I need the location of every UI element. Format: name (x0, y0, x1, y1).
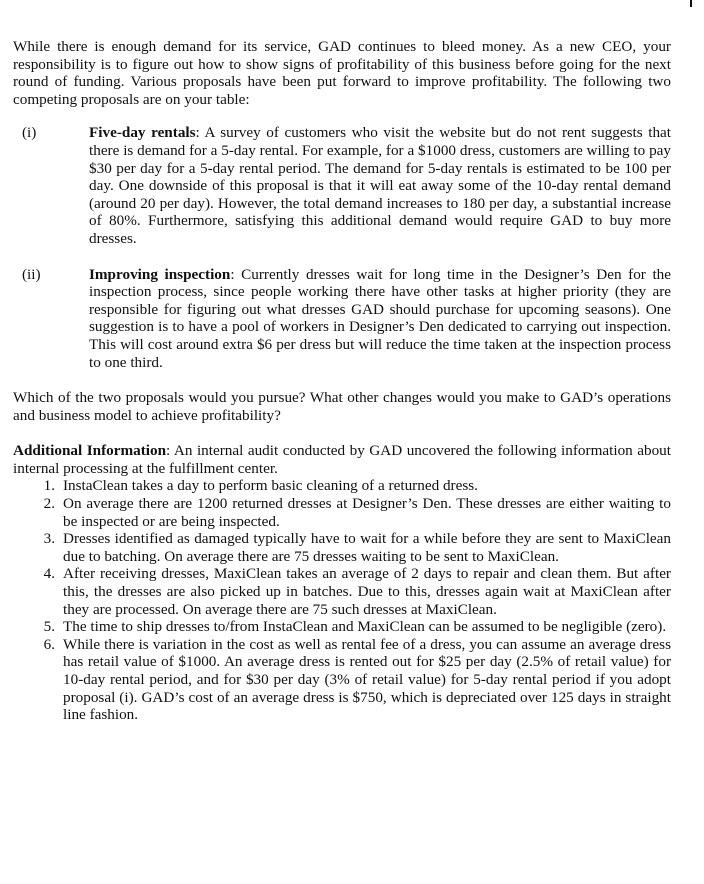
proposal-text: : Currently dresses wait for long time in the Designer’s Den for the inspection process, since people working there have other tasks at higher priority (they are responsible for figuring out what dresses GAD should purchase for upcoming seasons). One suggestion is to have a pool of workers in Designer’s Den dedicated to carrying out inspection. This will cost around extra $6 per dress but will reduce the time taken at the inspection process to one third. (89, 265, 672, 371)
proposal-improving-inspection (13, 266, 671, 372)
list-item-text: Dresses identified as damaged typically have to wait for a while before they are sent to MaxiClean due to batching. On average there are 75 dresses waiting to be sent to MaxiClean. (63, 530, 671, 565)
proposal-number: (i) (22, 124, 37, 142)
list-item (13, 530, 671, 565)
list-item-number: 1. (43, 477, 55, 495)
list-item-text: After receiving dresses, MaxiClean takes an average of 2 days to repair and clean them. But after this, the dresses are also picked up in batches. Due to this, dresses again wait at MaxiClean after they are processed. On average there are 75 such dresses at MaxiClean. (63, 565, 671, 618)
proposal-title: Five-day rentals (89, 124, 196, 142)
list-item-number: 6. (43, 635, 55, 653)
list-item-text: InstaClean takes a day to perform basic cleaning of a returned dress. (63, 477, 478, 495)
list-item-text: The time to ship dresses to/from InstaClean and MaxiClean can be assumed to be negligible (zero). (63, 618, 667, 636)
list-item (13, 618, 671, 636)
proposal-five-day-rentals (13, 124, 671, 247)
list-item-number: 3. (43, 530, 55, 548)
intro-paragraph: While there is enough demand for its service, GAD continues to bleed money. As a new CEO, your responsibility is to figure out how to show signs of profitability of this business before going for the next round of funding. Various proposals have been put forward to improve profitability. The following two competing proposals are on your table: (13, 38, 671, 108)
additional-info-paragraph (13, 442, 671, 477)
proposal-text: : A survey of customers who visit the website but do not rent suggests that there is demand for a 5-day rental. For example, for a $1000 dress, customers are willing to pay $30 per day for a 5-day rental period. The demand for 5-day rentals is estimated to be 100 per day. One downside of this proposal is that it will eat away some of the 10-day rental demand (around 20 per day). However, the total demand increases to 180 per day, a substantial increase of 80%. Furthermore, satisfying this additional demand would require GAD to buy more dresses. (89, 124, 671, 247)
proposal-body (89, 124, 671, 247)
proposal-body (89, 266, 671, 372)
list-item-number: 5. (43, 618, 55, 636)
list-item (13, 495, 671, 530)
additional-info-heading: Additional Information (13, 442, 167, 460)
list-item-text: On average there are 1200 returned dresses at Designer’s Den. These dresses are either waiting to be inspected or are being inspected. (63, 495, 671, 530)
question-paragraph: Which of the two proposals would you pursue? What other changes would you make to GAD’s operations and business model to achieve profitability? (13, 389, 671, 424)
list-item (13, 565, 671, 618)
additional-info-lead: : An internal audit conducted by GAD uncovered the following information about internal processing at the fulfillment center. (13, 442, 671, 477)
proposal-number: (ii) (22, 265, 41, 283)
list-item-number: 2. (43, 495, 55, 513)
list-item-number: 4. (43, 565, 55, 583)
list-item (13, 636, 671, 724)
document-page (13, 38, 671, 724)
page-corner-mark (690, 0, 692, 7)
list-item-text: While there is variation in the cost as well as rental fee of a dress, you can assume an average dress has retail value of $1000. An average dress is rented out for $25 per day (2.5% of retail value) for 10-day rental period, and for $30 per day (3% of retail value) for 5-day rental period if you adopt proposal (i). GAD’s cost of an average dress is $750, which is depreciated over 125 days in straight line fashion. (63, 635, 671, 724)
additional-info-list (13, 477, 671, 723)
list-item (13, 477, 671, 495)
proposal-title: Improving inspection (89, 265, 231, 283)
